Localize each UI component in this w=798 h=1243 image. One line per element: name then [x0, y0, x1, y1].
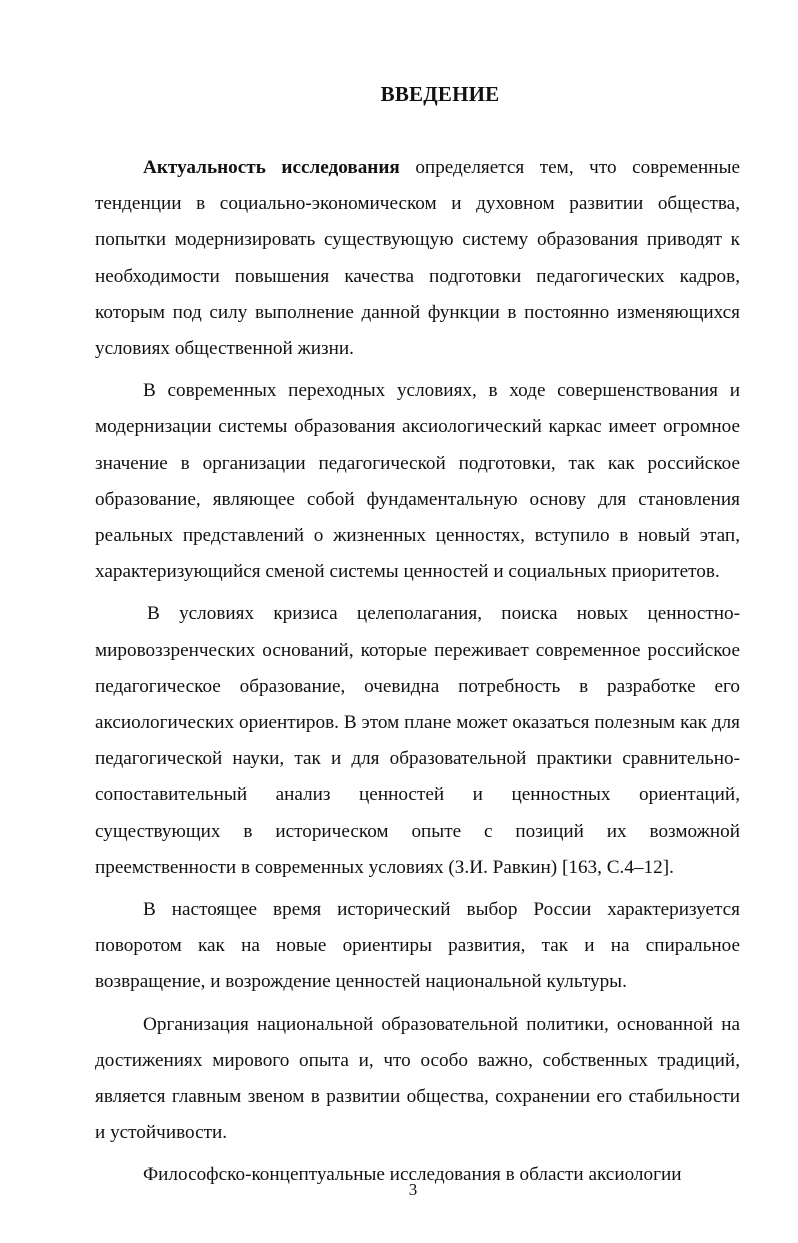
relevance-text: определяется тем, что современные тенденции в социально-экономическом и духовном развитии общества, попытки модернизировать существующую систему образования приводят к необходимости повышения качества подготовки педагогических кадров, которым под силу выполнение данной функции в постоянно изменяющихся условиях общественной жизни. — [95, 157, 740, 360]
relevance-lead: Актуальность исследования — [143, 157, 400, 178]
paragraph-crisis: В условиях кризиса целеполагания, поиска новых ценностно-мировоззренческих оснований, которые переживает современное российское педагогическое образование, очевидна потребность в разработке его аксиологических ориентиров. В этом плане может оказаться полезным как для педагогической науки, так и для образовательной практики сравнительно-сопоставительный анализ ценностей и ценностных ориентаций, существующих в историческом опыте с позиций их возможной преемственности в современных условиях (З.И. Равкин) [163, С.4–12]. — [95, 603, 740, 878]
page-number: 3 — [408, 1180, 418, 1199]
paragraph-education-policy: Организация национальной образовательной политики, основанной на достижениях мирового опыта и, что особо важно, собственных традиций, является главным звеном в развитии общества, сохранении его стабильности и устойчивости. — [95, 1013, 740, 1144]
body-text — [95, 150, 740, 1194]
paragraph-philosophical-research: Философско-концептуальные исследования в области аксиологии — [143, 1164, 682, 1186]
page-title: ВВЕДЕНИЕ — [380, 82, 500, 106]
paragraph-relevance — [95, 150, 740, 367]
paragraph-transitional-conditions: В современных переходных условиях, в ходе совершенствования и модернизации системы образования аксиологический каркас имеет огромное значение в организации педагогической подготовки, так как российское образование, являющее собой фундаментальную основу для становления реальных представлений о жизненных ценностях, вступило в новый этап, характеризующийся сменой системы ценностей и социальных приоритетов. — [95, 380, 740, 583]
paragraph-historical-choice: В настоящее время исторический выбор России характеризуется поворотом как на новые ориентиры развития, так и на спиральное возвращение, и возрождение ценностей национальной культуры. — [95, 899, 740, 993]
